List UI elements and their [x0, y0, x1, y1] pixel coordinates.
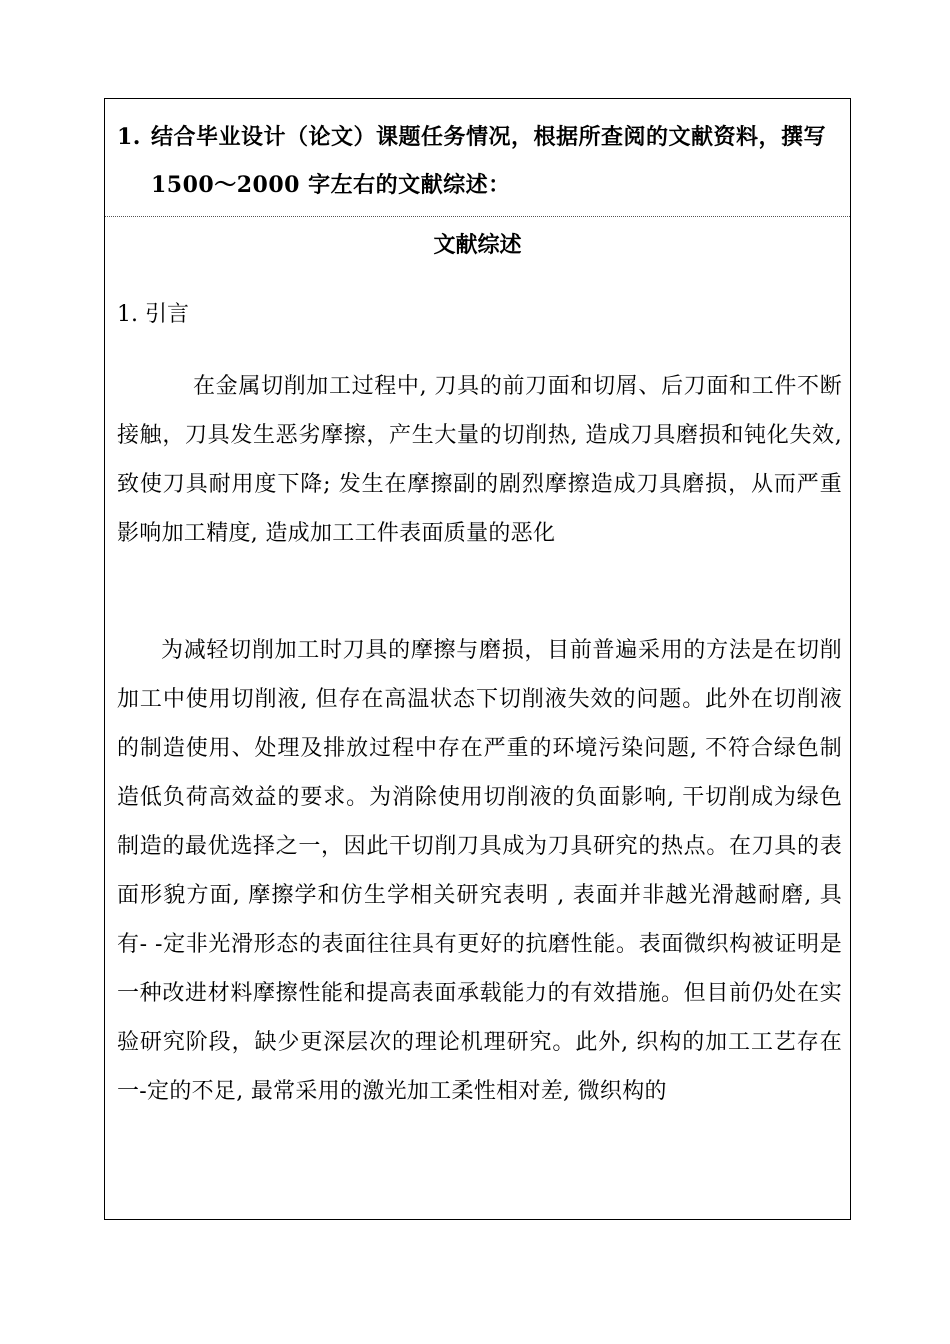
- body-paragraph: 在金属切削加工过程中, 刀具的前刀面和切屑、后刀面和工件不断接触，刀具发生恶劣摩擦，产生大量的切削热, 造成刀具磨损和钝化失效, 致使刀具耐用度下降; 发生在摩擦副的剧烈摩擦造成刀具磨损，从而严重影响加工精度, 造成加工工件表面质量的恶化: [117, 374, 842, 546]
- task-instruction-text: 结合毕业设计（论文）课题任务情况，根据所查阅的文献资料，撰写 1500～2000 字左右的文献综述：: [151, 124, 827, 198]
- document-frame: [104, 98, 851, 1220]
- body-paragraph: 为减轻切削加工时刀具的摩擦与磨损，目前普遍采用的方法是在切削加工中使用切削液, 但存在高温状态下切削液失效的问题。此外在切削液的制造使用、处理及排放过程中存在严重的环境污染问题, 不符合绿色制造低负荷高效益的要求。为消除使用切削液的负面影响, 干切削成为绿色制造的最优选择之一，因此干切削刀具成为刀具研究的热点。在刀具的表面形貌方面, 摩擦学和仿生学相关研究表明 , 表面并非越光滑越耐磨, 具有- -定非光滑形态的表面往往具有更好的抗磨性能。表面微织构被证明是一种改进材料摩擦性能和提高表面承载能力的有效措施。但目前仍处在实验研究阶段，缺少更深层次的理论机理研究。此外, 织构的加工工艺存在一-定的不足, 最常采用的激光加工柔性相对差, 微织构的: [117, 638, 842, 1104]
- task-instruction: [117, 113, 875, 209]
- section-heading: 1. 引言: [117, 302, 189, 327]
- task-header-cell: [105, 99, 850, 217]
- review-title: 文献综述: [433, 232, 522, 258]
- task-number: 1.: [117, 124, 141, 150]
